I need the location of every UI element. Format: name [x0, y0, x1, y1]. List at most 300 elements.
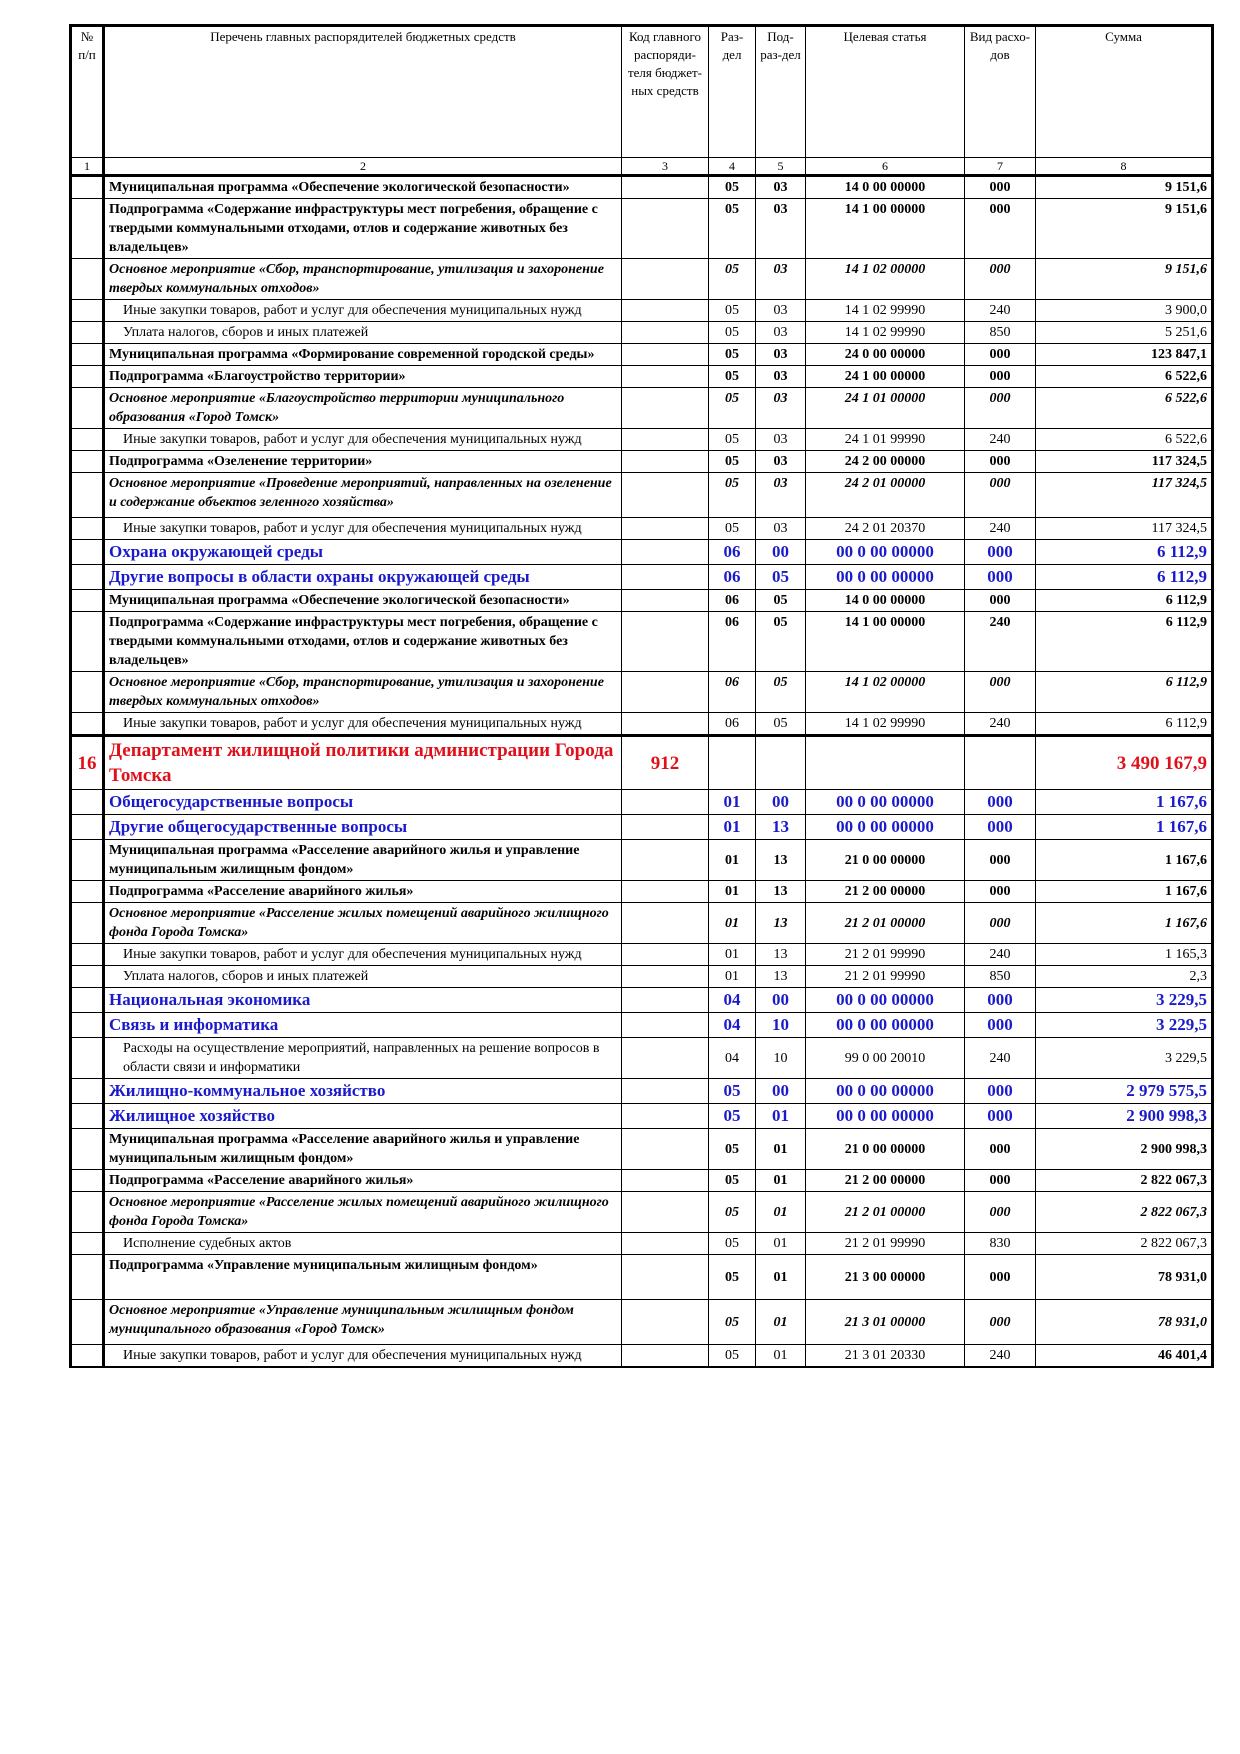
column-number: 5 [756, 158, 806, 176]
row-celevaya: 00 0 00 00000 [806, 988, 965, 1013]
row-vid: 240 [965, 713, 1036, 736]
row-razdel: 01 [709, 881, 756, 903]
row-vid: 000 [965, 344, 1036, 366]
row-razdel: 01 [709, 944, 756, 966]
row-vid: 000 [965, 259, 1036, 300]
row-celevaya: 21 2 01 99990 [806, 966, 965, 988]
row-podrazdel: 03 [756, 473, 806, 518]
row-number [71, 429, 104, 451]
row-razdel: 06 [709, 565, 756, 590]
row-code [622, 881, 709, 903]
row-vid: 000 [965, 1104, 1036, 1129]
row-razdel: 05 [709, 1079, 756, 1104]
row-vid: 000 [965, 881, 1036, 903]
row-razdel: 01 [709, 815, 756, 840]
row-celevaya: 21 3 01 00000 [806, 1300, 965, 1345]
row-vid: 000 [965, 1300, 1036, 1345]
row-number [71, 565, 104, 590]
row-code [622, 1300, 709, 1345]
row-number [71, 881, 104, 903]
row-number [71, 388, 104, 429]
row-celevaya: 00 0 00 00000 [806, 1013, 965, 1038]
table-row [71, 1170, 1213, 1192]
row-name: Основное мероприятие «Управление муниципальным жилищным фондом муниципального образования «Город Томск» [104, 1300, 622, 1345]
row-sum: 1 165,3 [1036, 944, 1213, 966]
row-code [622, 473, 709, 518]
row-code [622, 590, 709, 612]
row-podrazdel: 03 [756, 322, 806, 344]
row-razdel: 05 [709, 366, 756, 388]
table-row [71, 344, 1213, 366]
row-vid: 000 [965, 1255, 1036, 1300]
table-row [71, 176, 1213, 199]
row-name: Подпрограмма «Содержание инфраструктуры мест погребения, обращение с твердыми коммунальными отходами, отлов и содержание животных без владельцев» [104, 612, 622, 672]
row-sum: 3 229,5 [1036, 1038, 1213, 1079]
row-podrazdel: 00 [756, 790, 806, 815]
row-celevaya: 14 1 00 00000 [806, 199, 965, 259]
row-number [71, 966, 104, 988]
row-razdel: 05 [709, 322, 756, 344]
table-row [71, 199, 1213, 259]
row-number [71, 988, 104, 1013]
row-number [71, 672, 104, 713]
row-number [71, 1192, 104, 1233]
row-sum: 117 324,5 [1036, 473, 1213, 518]
row-podrazdel: 01 [756, 1170, 806, 1192]
row-sum: 6 112,9 [1036, 672, 1213, 713]
row-celevaya: 21 2 01 00000 [806, 903, 965, 944]
row-razdel: 05 [709, 518, 756, 540]
row-razdel: 05 [709, 1255, 756, 1300]
row-sum: 2,3 [1036, 966, 1213, 988]
header-vid: Вид расхо-дов [965, 26, 1036, 158]
row-sum: 117 324,5 [1036, 451, 1213, 473]
row-podrazdel: 13 [756, 966, 806, 988]
row-name: Иные закупки товаров, работ и услуг для обеспечения муниципальных нужд [104, 944, 622, 966]
row-code [622, 322, 709, 344]
table-row [71, 300, 1213, 322]
row-sum: 3 900,0 [1036, 300, 1213, 322]
header-num: № п/п [71, 26, 104, 158]
row-name: Основное мероприятие «Благоустройство территории муниципального образования «Город Томск» [104, 388, 622, 429]
row-name: Иные закупки товаров, работ и услуг для обеспечения муниципальных нужд [104, 300, 622, 322]
table-row [71, 1079, 1213, 1104]
row-celevaya: 24 1 01 99990 [806, 429, 965, 451]
row-podrazdel: 03 [756, 344, 806, 366]
row-sum: 1 167,6 [1036, 815, 1213, 840]
row-number [71, 944, 104, 966]
row-razdel: 06 [709, 612, 756, 672]
row-vid: 000 [965, 565, 1036, 590]
row-celevaya: 00 0 00 00000 [806, 565, 965, 590]
row-razdel: 06 [709, 672, 756, 713]
row-code [622, 300, 709, 322]
row-podrazdel: 03 [756, 388, 806, 429]
row-celevaya: 21 2 01 99990 [806, 1233, 965, 1255]
row-code [622, 612, 709, 672]
row-podrazdel: 13 [756, 944, 806, 966]
row-razdel [709, 736, 756, 790]
row-vid: 240 [965, 1038, 1036, 1079]
row-code [622, 840, 709, 881]
row-code [622, 344, 709, 366]
column-number: 8 [1036, 158, 1213, 176]
row-sum: 3 229,5 [1036, 1013, 1213, 1038]
row-code [622, 540, 709, 565]
table-row [71, 565, 1213, 590]
row-podrazdel [756, 736, 806, 790]
row-code [622, 366, 709, 388]
row-number [71, 259, 104, 300]
row-podrazdel: 13 [756, 840, 806, 881]
row-podrazdel: 01 [756, 1255, 806, 1300]
row-celevaya: 24 2 01 20370 [806, 518, 965, 540]
table-row [71, 790, 1213, 815]
row-podrazdel: 03 [756, 259, 806, 300]
row-sum: 2 822 067,3 [1036, 1170, 1213, 1192]
row-podrazdel: 03 [756, 300, 806, 322]
row-number [71, 590, 104, 612]
row-celevaya: 21 2 00 00000 [806, 881, 965, 903]
column-number: 1 [71, 158, 104, 176]
row-celevaya: 21 2 00 00000 [806, 1170, 965, 1192]
row-vid: 240 [965, 300, 1036, 322]
row-vid: 240 [965, 429, 1036, 451]
row-vid: 000 [965, 988, 1036, 1013]
row-number [71, 840, 104, 881]
row-code [622, 1013, 709, 1038]
row-number [71, 1104, 104, 1129]
row-code [622, 1233, 709, 1255]
row-name: Основное мероприятие «Расселение жилых помещений аварийного жилищного фонда Города Томска» [104, 1192, 622, 1233]
row-name: Исполнение судебных актов [104, 1233, 622, 1255]
row-sum: 1 167,6 [1036, 903, 1213, 944]
row-vid: 000 [965, 1013, 1036, 1038]
table-row [71, 590, 1213, 612]
row-name: Иные закупки товаров, работ и услуг для обеспечения муниципальных нужд [104, 1345, 622, 1368]
row-vid: 000 [965, 366, 1036, 388]
table-row [71, 988, 1213, 1013]
row-code [622, 790, 709, 815]
row-number [71, 713, 104, 736]
row-vid: 000 [965, 790, 1036, 815]
row-celevaya: 24 1 00 00000 [806, 366, 965, 388]
table-row [71, 451, 1213, 473]
row-razdel: 05 [709, 429, 756, 451]
row-razdel: 05 [709, 1104, 756, 1129]
row-vid: 000 [965, 815, 1036, 840]
row-razdel: 05 [709, 300, 756, 322]
row-vid: 000 [965, 840, 1036, 881]
row-code [622, 1170, 709, 1192]
row-vid [965, 736, 1036, 790]
row-podrazdel: 10 [756, 1013, 806, 1038]
row-name: Основное мероприятие «Проведение мероприятий, направленных на озеленение и содержание объектов зеленного хозяйства» [104, 473, 622, 518]
row-razdel: 05 [709, 259, 756, 300]
row-razdel: 05 [709, 1192, 756, 1233]
table-row [71, 429, 1213, 451]
row-name: Основное мероприятие «Сбор, транспортирование, утилизация и захоронение твердых коммунальных отходов» [104, 672, 622, 713]
row-podrazdel: 13 [756, 881, 806, 903]
row-razdel: 05 [709, 199, 756, 259]
table-row [71, 736, 1213, 790]
table-row [71, 881, 1213, 903]
row-code [622, 199, 709, 259]
budget-table-page [69, 24, 1211, 1368]
row-sum: 6 522,6 [1036, 429, 1213, 451]
table-row [71, 322, 1213, 344]
row-code [622, 944, 709, 966]
row-podrazdel: 13 [756, 815, 806, 840]
row-sum: 6 522,6 [1036, 366, 1213, 388]
row-podrazdel: 01 [756, 1233, 806, 1255]
row-name: Жилищное хозяйство [104, 1104, 622, 1129]
row-vid: 240 [965, 612, 1036, 672]
row-vid: 000 [965, 903, 1036, 944]
row-number [71, 518, 104, 540]
row-name: Национальная экономика [104, 988, 622, 1013]
table-row [71, 259, 1213, 300]
row-sum: 9 151,6 [1036, 176, 1213, 199]
budget-table [69, 24, 1214, 1368]
row-number [71, 1013, 104, 1038]
row-code [622, 429, 709, 451]
row-sum: 6 112,9 [1036, 565, 1213, 590]
row-code [622, 672, 709, 713]
row-name: Подпрограмма «Содержание инфраструктуры мест погребения, обращение с твердыми коммунальными отходами, отлов и содержание животных без владельцев» [104, 199, 622, 259]
row-vid: 000 [965, 672, 1036, 713]
row-celevaya: 14 0 00 00000 [806, 176, 965, 199]
row-sum: 78 931,0 [1036, 1255, 1213, 1300]
row-name: Подпрограмма «Благоустройство территории» [104, 366, 622, 388]
table-row [71, 1129, 1213, 1170]
row-vid: 240 [965, 518, 1036, 540]
row-name: Основное мероприятие «Сбор, транспортирование, утилизация и захоронение твердых коммунальных отходов» [104, 259, 622, 300]
row-code [622, 259, 709, 300]
row-sum: 9 151,6 [1036, 199, 1213, 259]
row-razdel: 05 [709, 388, 756, 429]
table-row [71, 944, 1213, 966]
row-celevaya: 00 0 00 00000 [806, 815, 965, 840]
row-number [71, 366, 104, 388]
row-sum: 1 167,6 [1036, 840, 1213, 881]
row-sum: 2 900 998,3 [1036, 1104, 1213, 1129]
row-sum: 3 229,5 [1036, 988, 1213, 1013]
header-podrazdel: Под-раз-дел [756, 26, 806, 158]
row-name: Другие вопросы в области охраны окружающей среды [104, 565, 622, 590]
table-body [71, 176, 1213, 1368]
row-razdel: 05 [709, 176, 756, 199]
table-row [71, 1038, 1213, 1079]
row-podrazdel: 05 [756, 565, 806, 590]
row-name: Подпрограмма «Расселение аварийного жилья» [104, 1170, 622, 1192]
row-razdel: 04 [709, 1013, 756, 1038]
column-number: 6 [806, 158, 965, 176]
row-celevaya: 14 1 00 00000 [806, 612, 965, 672]
table-row [71, 672, 1213, 713]
row-number [71, 322, 104, 344]
row-code [622, 1079, 709, 1104]
row-name: Подпрограмма «Озеленение территории» [104, 451, 622, 473]
row-podrazdel: 13 [756, 903, 806, 944]
row-podrazdel: 00 [756, 540, 806, 565]
row-code [622, 1038, 709, 1079]
row-number: 16 [71, 736, 104, 790]
row-podrazdel: 05 [756, 713, 806, 736]
row-code [622, 388, 709, 429]
row-number [71, 473, 104, 518]
row-sum: 6 112,9 [1036, 540, 1213, 565]
row-code [622, 966, 709, 988]
row-name: Подпрограмма «Управление муниципальным жилищным фондом» [104, 1255, 622, 1300]
row-vid: 000 [965, 590, 1036, 612]
row-razdel: 05 [709, 473, 756, 518]
row-celevaya: 24 1 01 00000 [806, 388, 965, 429]
row-number [71, 1233, 104, 1255]
row-podrazdel: 03 [756, 451, 806, 473]
row-name: Уплата налогов, сборов и иных платежей [104, 966, 622, 988]
row-celevaya: 14 1 02 99990 [806, 713, 965, 736]
row-code [622, 815, 709, 840]
header-code: Код главного распоряди-теля бюджет-ных средств [622, 26, 709, 158]
header-celevaya: Целевая статья [806, 26, 965, 158]
row-celevaya: 21 0 00 00000 [806, 1129, 965, 1170]
row-podrazdel: 03 [756, 366, 806, 388]
row-razdel: 01 [709, 966, 756, 988]
row-vid: 000 [965, 199, 1036, 259]
table-row [71, 540, 1213, 565]
row-podrazdel: 01 [756, 1192, 806, 1233]
column-number: 7 [965, 158, 1036, 176]
row-name: Муниципальная программа «Расселение аварийного жилья и управление муниципальным жилищным фондом» [104, 1129, 622, 1170]
row-code: 912 [622, 736, 709, 790]
row-celevaya: 24 0 00 00000 [806, 344, 965, 366]
table-row [71, 815, 1213, 840]
row-celevaya: 00 0 00 00000 [806, 1104, 965, 1129]
row-podrazdel: 01 [756, 1129, 806, 1170]
row-podrazdel: 01 [756, 1104, 806, 1129]
row-vid: 850 [965, 966, 1036, 988]
row-razdel: 06 [709, 713, 756, 736]
row-code [622, 1104, 709, 1129]
row-vid: 000 [965, 473, 1036, 518]
row-code [622, 713, 709, 736]
row-podrazdel: 05 [756, 612, 806, 672]
table-row [71, 518, 1213, 540]
header-name: Перечень главных распорядителей бюджетных средств [104, 26, 622, 158]
column-number: 3 [622, 158, 709, 176]
row-vid: 830 [965, 1233, 1036, 1255]
column-number: 2 [104, 158, 622, 176]
row-celevaya: 21 3 01 20330 [806, 1345, 965, 1368]
row-vid: 000 [965, 1192, 1036, 1233]
table-row [71, 1345, 1213, 1368]
row-celevaya: 00 0 00 00000 [806, 1079, 965, 1104]
row-celevaya: 14 1 02 00000 [806, 672, 965, 713]
row-razdel: 05 [709, 1233, 756, 1255]
row-code [622, 565, 709, 590]
row-sum: 2 822 067,3 [1036, 1233, 1213, 1255]
row-vid: 000 [965, 388, 1036, 429]
table-row [71, 388, 1213, 429]
row-sum: 117 324,5 [1036, 518, 1213, 540]
row-vid: 000 [965, 1129, 1036, 1170]
row-code [622, 518, 709, 540]
row-sum: 2 979 575,5 [1036, 1079, 1213, 1104]
row-number [71, 1038, 104, 1079]
row-razdel: 05 [709, 451, 756, 473]
column-number-row [71, 158, 1213, 176]
row-podrazdel: 00 [756, 1079, 806, 1104]
table-row [71, 903, 1213, 944]
row-code [622, 176, 709, 199]
table-row [71, 366, 1213, 388]
row-number [71, 1255, 104, 1300]
row-celevaya: 00 0 00 00000 [806, 790, 965, 815]
row-code [622, 451, 709, 473]
row-celevaya [806, 736, 965, 790]
row-name: Основное мероприятие «Расселение жилых помещений аварийного жилищного фонда Города Томска» [104, 903, 622, 944]
row-podrazdel: 00 [756, 988, 806, 1013]
row-celevaya: 99 0 00 20010 [806, 1038, 965, 1079]
row-sum: 1 167,6 [1036, 881, 1213, 903]
row-podrazdel: 05 [756, 672, 806, 713]
row-podrazdel: 03 [756, 176, 806, 199]
row-celevaya: 21 0 00 00000 [806, 840, 965, 881]
table-row [71, 1233, 1213, 1255]
table-row [71, 1255, 1213, 1300]
row-celevaya: 14 1 02 99990 [806, 300, 965, 322]
row-name: Подпрограмма «Расселение аварийного жилья» [104, 881, 622, 903]
row-celevaya: 00 0 00 00000 [806, 540, 965, 565]
row-vid: 000 [965, 540, 1036, 565]
row-celevaya: 24 2 01 00000 [806, 473, 965, 518]
row-vid: 240 [965, 944, 1036, 966]
row-vid: 850 [965, 322, 1036, 344]
row-sum: 3 490 167,9 [1036, 736, 1213, 790]
row-number [71, 1345, 104, 1368]
row-number [71, 612, 104, 672]
table-row [71, 473, 1213, 518]
row-name: Иные закупки товаров, работ и услуг для обеспечения муниципальных нужд [104, 713, 622, 736]
row-sum: 6 112,9 [1036, 713, 1213, 736]
row-celevaya: 21 3 00 00000 [806, 1255, 965, 1300]
row-number [71, 199, 104, 259]
row-sum: 78 931,0 [1036, 1300, 1213, 1345]
row-name: Жилищно-коммунальное хозяйство [104, 1079, 622, 1104]
row-podrazdel: 03 [756, 199, 806, 259]
row-razdel: 04 [709, 1038, 756, 1079]
row-code [622, 988, 709, 1013]
row-razdel: 04 [709, 988, 756, 1013]
row-podrazdel: 01 [756, 1345, 806, 1368]
row-code [622, 1192, 709, 1233]
row-sum: 5 251,6 [1036, 322, 1213, 344]
row-vid: 000 [965, 1170, 1036, 1192]
row-sum: 6 112,9 [1036, 590, 1213, 612]
row-name: Расходы на осуществление мероприятий, направленных на решение вопросов в области связи и информатики [104, 1038, 622, 1079]
row-celevaya: 14 1 02 00000 [806, 259, 965, 300]
row-sum: 2 900 998,3 [1036, 1129, 1213, 1170]
table-row [71, 1013, 1213, 1038]
row-vid: 000 [965, 1079, 1036, 1104]
row-sum: 2 822 067,3 [1036, 1192, 1213, 1233]
row-razdel: 05 [709, 1345, 756, 1368]
row-code [622, 1129, 709, 1170]
row-podrazdel: 10 [756, 1038, 806, 1079]
table-row [71, 840, 1213, 881]
row-name: Другие общегосударственные вопросы [104, 815, 622, 840]
